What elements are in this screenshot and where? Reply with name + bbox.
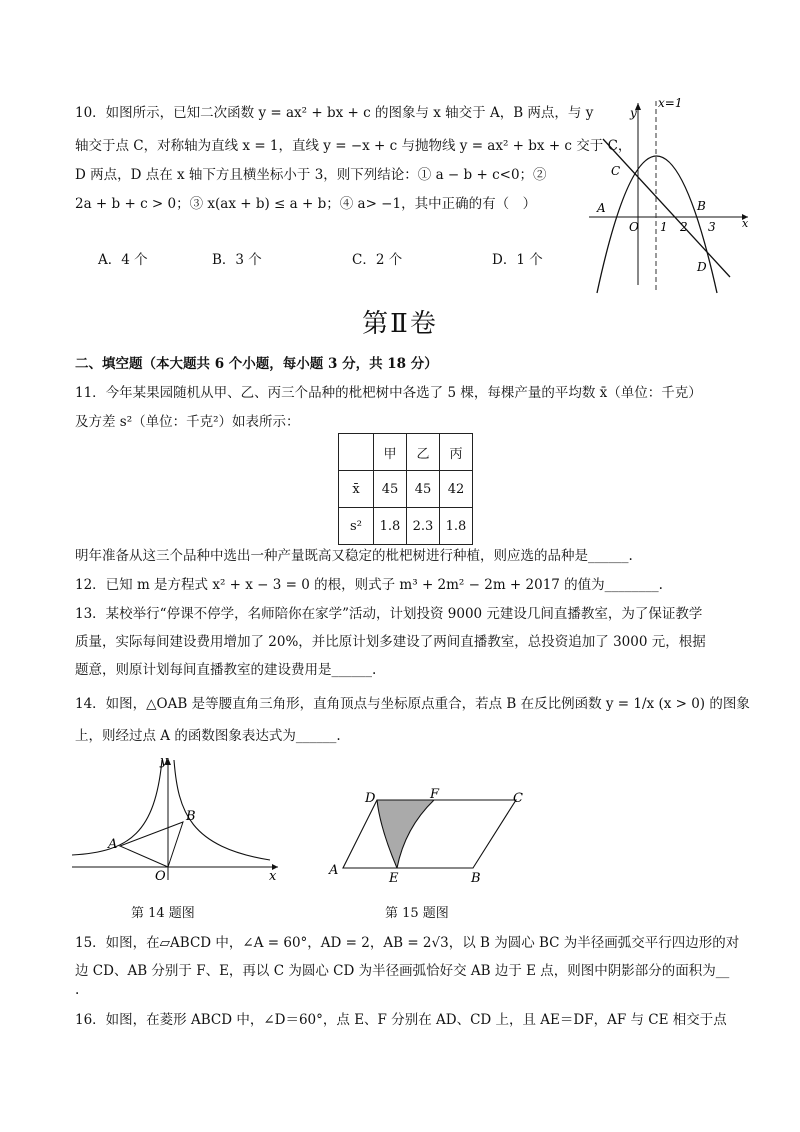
q10-label-o: O: [629, 220, 639, 234]
table-cell: x̄: [339, 471, 374, 508]
q10-option-b: B．3 个: [212, 252, 262, 268]
q15-label-a: A: [329, 863, 339, 878]
table-cell: 45: [407, 471, 440, 508]
q10-label-1: 1: [660, 220, 668, 234]
table-cell: [339, 434, 374, 471]
q14-caption: 第 14 题图: [131, 906, 195, 921]
q15-parallelogram-figure: [325, 788, 540, 883]
table-row: [339, 471, 473, 508]
q10-option-a: A．4 个: [98, 252, 148, 268]
table-cell: 丙: [440, 434, 473, 471]
table-cell: 1.8: [440, 508, 473, 545]
q10-line-4: 2a + b + c > 0；③ x(ax + b) ≤ a + b；④ a> −1，其中正确的有（ ）: [75, 196, 537, 212]
q13-line-3: 题意，则原计划每间直播教室的建设费用是______.: [75, 662, 377, 678]
q16-line: 16．如图，在菱形 ABCD 中，∠D＝60°，点 E、F 分别在 AD、CD 上，且 AE＝DF，AF 与 CE 相交于点: [75, 1012, 727, 1028]
table-cell: 甲: [374, 434, 407, 471]
part-heading: 第Ⅱ卷: [362, 309, 438, 339]
q10-label-a: A: [597, 201, 606, 215]
q15-parallelogram: [343, 800, 516, 868]
q15-label-e: E: [389, 871, 399, 883]
q11-line-3: 明年准备从这三个品种中选出一种产量既高又稳定的枇杷树进行种植，则应选的品种是______.: [75, 548, 633, 564]
q15-line-2: 边 CD、AB 分别于 F、E，再以 C 为圆心 CD 为半径画弧恰好交 AB 边于 E 点，则图中阴影部分的面积为__: [75, 963, 730, 979]
q10-line-3: D 两点，D 点在 x 轴下方且横坐标小于 3，则下列结论：① a − b + c<0；②: [75, 167, 547, 183]
q11-line-2: 及方差 s²（单位：千克²）如表所示：: [75, 414, 300, 430]
section-title: 二、填空题（本大题共 6 个小题，每小题 3 分，共 18 分）: [75, 356, 438, 372]
q10-label-c: C: [611, 164, 621, 178]
q15-line-1: 15．如图，在▱ABCD 中，∠A = 60°，AD = 2，AB = 2√3，以 B 为圆心 BC 为半径画弧交平行四边形的对: [75, 935, 740, 951]
q10-axis-label: x=1: [658, 96, 683, 110]
q14-label-a: A: [108, 837, 118, 852]
q10-label-y: y: [630, 106, 637, 120]
table-cell: 2.3: [407, 508, 440, 545]
q14-line-2: 上，则经过点 A 的函数图象表达式为______.: [75, 728, 341, 744]
q14-label-x: x: [269, 869, 277, 882]
q10-label-x: x: [742, 217, 749, 230]
table-cell: 乙: [407, 434, 440, 471]
q15-label-c: C: [513, 791, 523, 806]
q13-line-2: 质量，实际每间建设费用增加了 20%，并比原计划多建设了两间直播教室，总投资追加了 3000 元，根据: [75, 634, 706, 650]
q10-label-d: D: [697, 260, 707, 274]
q15-line-3: .: [75, 982, 80, 998]
q10-parabola-figure: [585, 95, 755, 295]
q10-option-c: C．2 个: [352, 252, 403, 268]
q11-line-1: 11．今年某果园随机从甲、乙、丙三个品种的枇杷树中各选了 5 棵，每棵产量的平均数 x̄（单位：千克）: [75, 385, 702, 401]
q15-label-d: D: [365, 791, 376, 806]
q14-triangle: [120, 822, 183, 867]
table-cell: 45: [374, 471, 407, 508]
q10-label-b: B: [697, 199, 706, 213]
q13-line-1: 13．某校举行“停课不停学，名师陪你在家学”活动，计划投资 9000 元建设几间直播教室，为了保证教学: [75, 606, 703, 622]
q14-line-1: 14．如图，△OAB 是等腰直角三角形，直角顶点与坐标原点重合，若点 B 在反比例函数 y = 1/x (x > 0) 的图象: [75, 696, 750, 712]
q11-table: [338, 433, 473, 545]
q10-label-2: 2: [680, 220, 688, 234]
q10-line-2: 轴交于点 C，对称轴为直线 x = 1，直线 y = −x + c 与抛物线 y = ax² + bx + c 交于 C，: [75, 138, 632, 154]
q15-label-f: F: [430, 788, 440, 802]
q12-line: 12．已知 m 是方程式 x² + x − 3 = 0 的根，则式子 m³ + 2m² − 2m + 2017 的值为________.: [75, 577, 663, 593]
table-cell: s²: [339, 508, 374, 545]
table-cell: 42: [440, 471, 473, 508]
q14-label-y: y: [160, 754, 168, 769]
q10-label-3: 3: [708, 220, 716, 234]
q14-label-o: O: [155, 869, 166, 882]
q14-label-b: B: [186, 809, 196, 824]
q15-caption: 第 15 题图: [385, 906, 449, 921]
q15-shaded-region: [377, 800, 434, 868]
q10-line-1: 10．如图所示，已知二次函数 y = ax² + bx + c 的图象与 x 轴交于 A，B 两点，与 y: [75, 105, 594, 121]
table-row: [339, 508, 473, 545]
table-row: [339, 434, 473, 471]
q10-option-d: D．1 个: [492, 252, 543, 268]
table-cell: 1.8: [374, 508, 407, 545]
q15-label-b: B: [471, 871, 481, 883]
q14-hyperbola-figure: [70, 752, 285, 882]
